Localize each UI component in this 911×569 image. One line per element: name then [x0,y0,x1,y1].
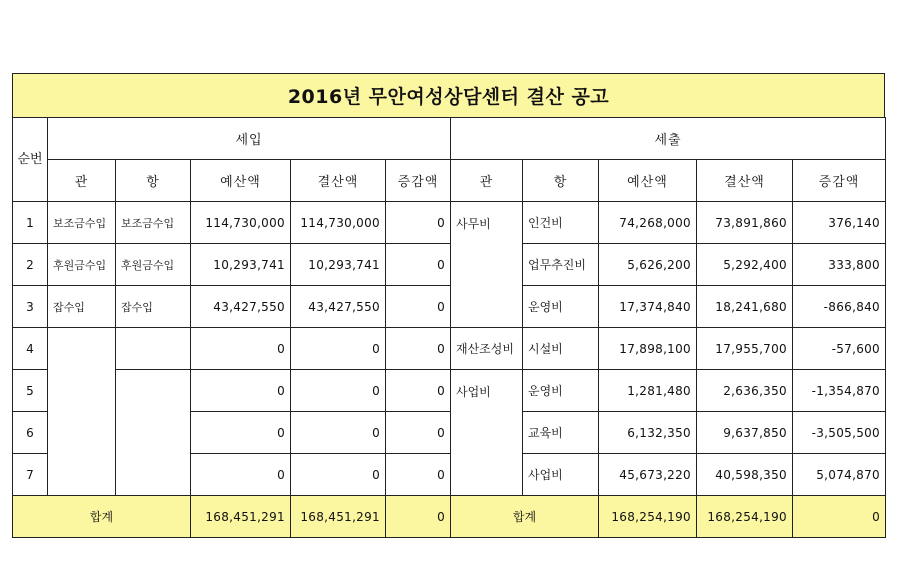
income-header: 세입 [48,118,451,160]
table-row [13,370,886,412]
income-budget: 114,730,000 [191,202,291,244]
expense-hang: 사업비 [523,454,599,496]
expense-hang-header: 항 [523,160,599,202]
table-row [13,244,886,286]
table-row [13,202,886,244]
income-hang: 보조금수입 [116,202,191,244]
expense-total-budget: 168,254,190 [599,496,697,538]
income-settlement: 43,427,550 [291,286,386,328]
income-settlement: 0 [291,328,386,370]
expense-diff-header: 증감액 [793,160,886,202]
row-number: 4 [13,328,48,370]
income-diff: 0 [386,454,451,496]
income-budget: 0 [191,412,291,454]
income-diff: 0 [386,370,451,412]
row-number: 3 [13,286,48,328]
income-hang-header: 항 [116,160,191,202]
expense-diff: 5,074,870 [793,454,886,496]
expense-settlement: 40,598,350 [697,454,793,496]
income-diff: 0 [386,328,451,370]
expense-header: 세출 [451,118,886,160]
expense-budget: 6,132,350 [599,412,697,454]
income-hang-empty [116,370,191,496]
expense-diff: 333,800 [793,244,886,286]
income-budget: 0 [191,328,291,370]
row-number: 7 [13,454,48,496]
income-gwan: 보조금수입 [48,202,116,244]
expense-total-label: 합계 [451,496,599,538]
expense-diff: 376,140 [793,202,886,244]
expense-hang: 인건비 [523,202,599,244]
income-gwan-empty [48,328,116,496]
expense-hang: 교육비 [523,412,599,454]
income-gwan-header: 관 [48,160,116,202]
table-row [13,328,886,370]
expense-hang: 운영비 [523,286,599,328]
row-number: 6 [13,412,48,454]
income-total-budget: 168,451,291 [191,496,291,538]
expense-settlement: 2,636,350 [697,370,793,412]
expense-budget: 45,673,220 [599,454,697,496]
income-settlement-header: 결산액 [291,160,386,202]
income-budget: 10,293,741 [191,244,291,286]
income-diff: 0 [386,202,451,244]
expense-gwan-asset: 재산조성비 [451,328,523,370]
expense-budget-header: 예산액 [599,160,697,202]
expense-budget: 5,626,200 [599,244,697,286]
document-title: 2016년 무안여성상담센터 결산 공고 [12,73,885,117]
income-settlement: 0 [291,412,386,454]
expense-hang: 업무추진비 [523,244,599,286]
income-hang: 잡수입 [116,286,191,328]
row-number: 1 [13,202,48,244]
income-diff: 0 [386,286,451,328]
expense-budget: 1,281,480 [599,370,697,412]
seq-header [13,118,48,202]
income-total-settlement: 168,451,291 [291,496,386,538]
table-row [13,286,886,328]
expense-settlement: 18,241,680 [697,286,793,328]
income-hang: 후원금수입 [116,244,191,286]
row-number: 2 [13,244,48,286]
settlement-table [12,117,886,538]
income-budget: 43,427,550 [191,286,291,328]
expense-settlement: 9,637,850 [697,412,793,454]
expense-total-diff: 0 [793,496,886,538]
income-budget-header: 예산액 [191,160,291,202]
expense-hang: 운영비 [523,370,599,412]
expense-settlement: 5,292,400 [697,244,793,286]
expense-settlement: 73,891,860 [697,202,793,244]
expense-budget: 17,374,840 [599,286,697,328]
expense-hang: 시설비 [523,328,599,370]
seq-header-label: 순번 [17,151,43,167]
expense-budget: 17,898,100 [599,328,697,370]
expense-gwan-office [451,202,523,328]
expense-gwan-office-label: 사무비 [456,217,491,231]
expense-gwan-header: 관 [451,160,523,202]
totals-row [13,496,886,538]
income-gwan: 후원금수입 [48,244,116,286]
income-budget: 0 [191,370,291,412]
income-diff-header: 증감액 [386,160,451,202]
income-settlement: 10,293,741 [291,244,386,286]
expense-gwan-project-label: 사업비 [456,385,491,399]
expense-diff: -57,600 [793,328,886,370]
income-gwan: 잡수입 [48,286,116,328]
expense-total-settlement: 168,254,190 [697,496,793,538]
expense-diff: -3,505,500 [793,412,886,454]
header-row-bottom [13,160,886,202]
header-row-top [13,118,886,160]
income-diff: 0 [386,412,451,454]
income-settlement: 0 [291,454,386,496]
expense-diff: -1,354,870 [793,370,886,412]
income-total-diff: 0 [386,496,451,538]
income-hang [116,328,191,370]
expense-gwan-project [451,370,523,496]
income-diff: 0 [386,244,451,286]
income-budget: 0 [191,454,291,496]
row-number: 5 [13,370,48,412]
expense-settlement: 17,955,700 [697,328,793,370]
income-settlement: 114,730,000 [291,202,386,244]
budget-sheet [12,73,885,538]
income-settlement: 0 [291,370,386,412]
expense-diff: -866,840 [793,286,886,328]
expense-budget: 74,268,000 [599,202,697,244]
expense-settlement-header: 결산액 [697,160,793,202]
income-total-label: 합계 [13,496,191,538]
